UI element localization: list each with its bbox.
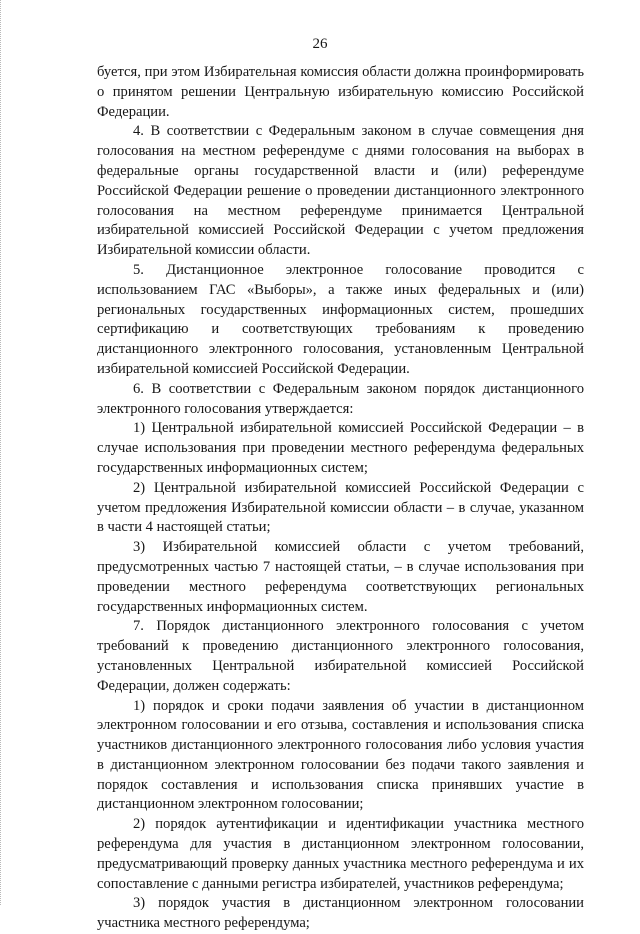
paragraph-5: 5. Дистанционное электронное голосование проводится с использованием ГАС «Выборы», а также иных федеральных и (или) региональных государственных информационных систем, прошедших сертификацию и соответствующих требованиям к проведению дистанционного электронного голосования, установленным Центральной избирательной комиссией Российской Федерации. (97, 261, 584, 377)
paragraph-continuation: буется, при этом Избирательная комиссия области должна проинформировать о принятом решении Центральную избирательную комиссию Российской Федерации. (97, 64, 584, 120)
paragraph-6-item-3: 3) Избирательной комиссией области с учетом требований, предусмотренных частью 7 настоящей статьи, – в случае использования при проведении местного референдума соответствующих региональных государственных информационных систем. (97, 539, 584, 615)
paragraph-7-item-2: 2) порядок аутентификации и идентификации участника местного референдума для участия в дистанционном электронном голосовании, предусматривающий проверку данных участника местного референдума и их сопоставление с данными регистра избирателей, участников референдума; (97, 816, 584, 892)
page-number: 26 (312, 36, 328, 52)
paragraph-7-item-1: 1) порядок и сроки подачи заявления об участии в дистанционном электронном голосовании и его отзыва, составления и использования списка участников дистанционного электронного голосования либо условия участия в дистанционном электронном голосовании без подачи такого заявления и порядок составления и использования списка принявших участие в дистанционном электронном голосовании; (97, 697, 584, 813)
scan-edge (0, 0, 7, 905)
paragraph-6: 6. В соответствии с Федеральным законом порядок дистанционного электронного голосования утверждается: (97, 380, 584, 417)
document-body (97, 63, 584, 934)
paragraph-4: 4. В соответствии с Федеральным законом в случае совмещения дня голосования на местном референдуме с днями голосования на выборах в федеральные органы государственной власти и (или) референдуме Российской Федерации решение о проведении дистанционного электронного голосования на местном референдуме принимается Центральной избирательной комиссией Российской Федерации с учетом предложения Избирательной комиссии области. (97, 123, 584, 259)
paragraph-6-item-1: 1) Центральной избирательной комиссией Российской Федерации – в случае использования при проведении местного референдума федеральных государственных информационных систем; (97, 420, 584, 476)
paragraph-6-item-2: 2) Центральной избирательной комиссией Российской Федерации с учетом предложения Избирательной комиссии области – в случае, указанном в части 4 настоящей статьи; (97, 479, 584, 536)
paragraph-7: 7. Порядок дистанционного электронного голосования с учетом требований к проведению дистанционного электронного голосования, установленных Центральной избирательной комиссией Российской Федерации, должен содержать: (97, 618, 584, 694)
paragraph-7-item-3: 3) порядок участия в дистанционном электронном голосовании участника местного референдума; (97, 895, 584, 932)
